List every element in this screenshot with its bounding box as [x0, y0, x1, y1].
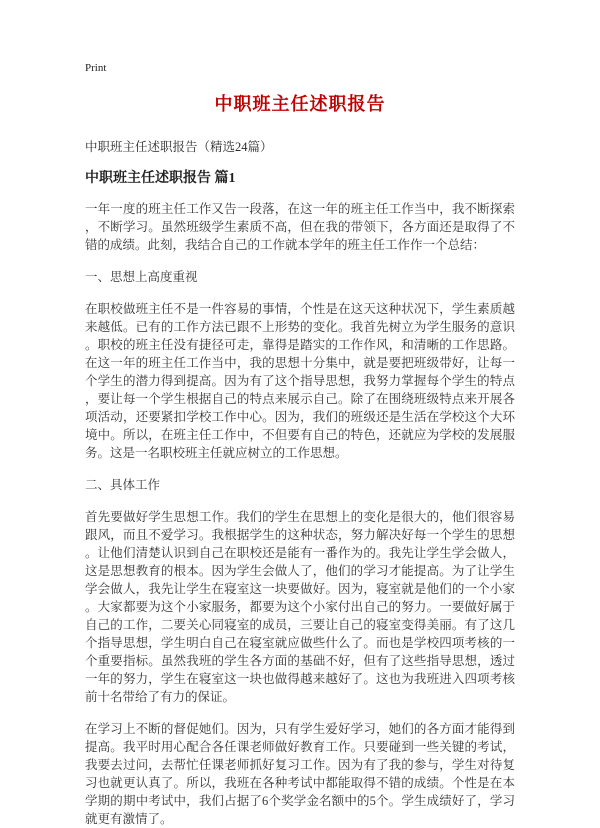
subsection-heading-1: 一、思想上高度重视 — [85, 270, 198, 284]
subsection-heading-2: 二、具体工作 — [85, 478, 161, 492]
print-button[interactable]: Print — [85, 62, 107, 74]
intro-paragraph: 一年一度的班主任工作又告一段落，在这一年的班主任工作当中，我不断探索，不断学习。虽然班级学生素质不高，但在我的带领下，各方面还是取得了不错的成绩。此刻，我结合自己的工作就本学年的班主任工作作一个总结： — [85, 202, 515, 252]
paragraph-section1: 在职校做班主任不是一件容易的事情，个性是在这天这种状况下，学生素质越来越低。已有的工作方法已跟不上形势的变化。我首先树立为学生服务的意识。职校的班主任没有捷径可走，靠得是踏实的工作作风，和清晰的工作思路。在这一年的班主任工作当中，我的思想十分集中，就是要把班级带好，让每一个学生的潜力得到提高。因为有了这个指导思想，我努力掌握每个学生的特点，要让每一个学生根据自己的特点来展示自己。除了在围绕班级特点来开展各项活动，还要紧扣学校工作中心。因为，我们的班级还是生活在学校这个大环境中。所以，在班主任工作中，不但要有自己的特色，还就应为学校的发展服务。这是一名职校班主任就应树立的工作思想。 — [85, 302, 515, 460]
article-section-title: 中职班主任述职报告 篇1 — [85, 171, 236, 186]
page-title: 中职班主任述职报告 — [214, 94, 386, 114]
paragraph-section2-b: 在学习上不断的督促她们。因为，只有学生爱好学习，她们的各方面才能得到提高。我平时用心配合各任课老师做好教育工作。只要碰到一些关键的考试，我要去过问，去帮忙任课老师抓好复习工作。因为有了我的参与，学生对待复习也就更认真了。所以，我班在各种考试中都能取得不错的成绩。个性是在本学期的期中考试中，我们占据了6个奖学金名额中的5个。学生成绩好了，学习就更有激情了。 — [85, 722, 515, 826]
paragraph-section2-a: 首先要做好学生思想工作。我们的学生在思想上的变化是很大的，他们很容易跟风，而且不爱学习。我根据学生的这种状态，努力解决好每一个学生的思想。让他们清楚认识到自己在职校还是能有一番作为的。我先让学生学会做人，这是思想教育的根本。因为学生会做人了，他们的学习才能提高。为了让学生学会做人，我先让学生在寝室这一块要做好。因为，寝室就是他们的一个小家。大家都要为这个小家服务，都要为这个小家付出自己的努力。一要做好属于自己的工作，二要关心同寝室的成员，三要让自己的寝室变得美丽。有了这几个指导思想，学生明白自己在寝室就应做些什么了。而也是学校四项考核的一个重要指标。虽然我班的学生各方面的基础不好，但有了这些指导思想，透过一年的努力，学生在寝室这一块也做得越来越好了。这也为我班进入四项考核前十名带给了有力的保证。 — [85, 510, 515, 704]
article-subtitle: 中职班主任述职报告（精选24篇） — [85, 140, 273, 154]
